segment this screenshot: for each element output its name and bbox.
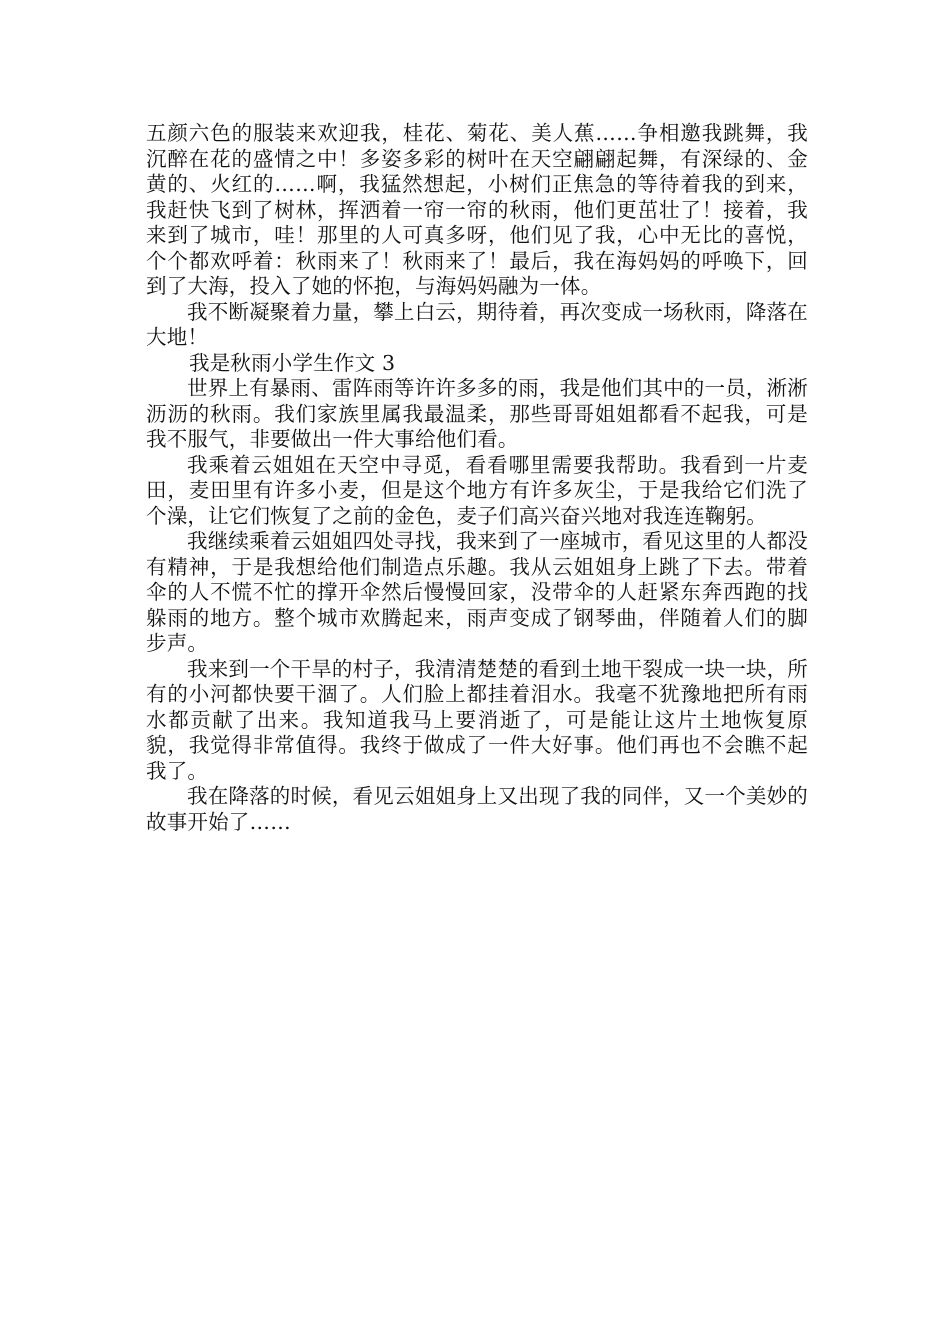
paragraph: 我不断凝聚着力量，攀上白云，期待着，再次变成一场秋雨，降落在大地！: [146, 299, 808, 349]
paragraph: 我来到一个干旱的村子，我清清楚楚的看到土地干裂成一块一块，所有的小河都快要干涸了。人们脸上都挂着泪水。我毫不犹豫地把所有雨水都贡献了出来。我知道我马上要消逝了，可是能让这片土地恢复原貌，我觉得非常值得。我终于做成了一件大好事。他们再也不会瞧不起我了。: [146, 656, 808, 783]
paragraph-continuation: 五颜六色的服装来欢迎我，桂花、菊花、美人蕉……争相邀我跳舞，我沉醉在花的盛情之中！多姿多彩的树叶在天空翩翩起舞，有深绿的、金黄的、火红的……啊，我猛然想起，小树们正焦急的等待着我的到来，我赶快飞到了树林，挥洒着一帘一帘的秋雨，他们更茁壮了！接着，我来到了城市，哇！那里的人可真多呀，他们见了我，心中无比的喜悦，个个都欢呼着：秋雨来了！秋雨来了！最后，我在海妈妈的呼唤下，回到了大海，投入了她的怀抱，与海妈妈融为一体。: [146, 121, 808, 298]
section-heading: 我是秋雨小学生作文 3: [189, 350, 396, 375]
paragraph: 我继续乘着云姐姐四处寻找，我来到了一座城市，看见这里的人都没有精神，于是我想给他们制造点乐趣。我从云姐姐身上跳了下去。带着伞的人不慌不忙的撑开伞然后慢慢回家，没带伞的人赶紧东奔西跑的找躲雨的地方。整个城市欢腾起来，雨声变成了钢琴曲，伴随着人们的脚步声。: [146, 529, 808, 655]
paragraph: 世界上有暴雨、雷阵雨等许许多多的雨，我是他们其中的一员，淅淅沥沥的秋雨。我们家族里属我最温柔，那些哥哥姐姐都看不起我，可是我不服气，非要做出一件大事给他们看。: [146, 376, 808, 451]
paragraph: 我乘着云姐姐在天空中寻觅，看看哪里需要我帮助。我看到一片麦田，麦田里有许多小麦，但是这个地方有许多灰尘，于是我给它们洗了个澡，让它们恢复了之前的金色，麦子们高兴奋兴地对我连连鞠躬。: [146, 452, 808, 528]
paragraph: 我在降落的时候，看见云姐姐身上又出现了我的同伴，又一个美妙的故事开始了……: [146, 784, 808, 834]
document-body: [146, 121, 808, 835]
